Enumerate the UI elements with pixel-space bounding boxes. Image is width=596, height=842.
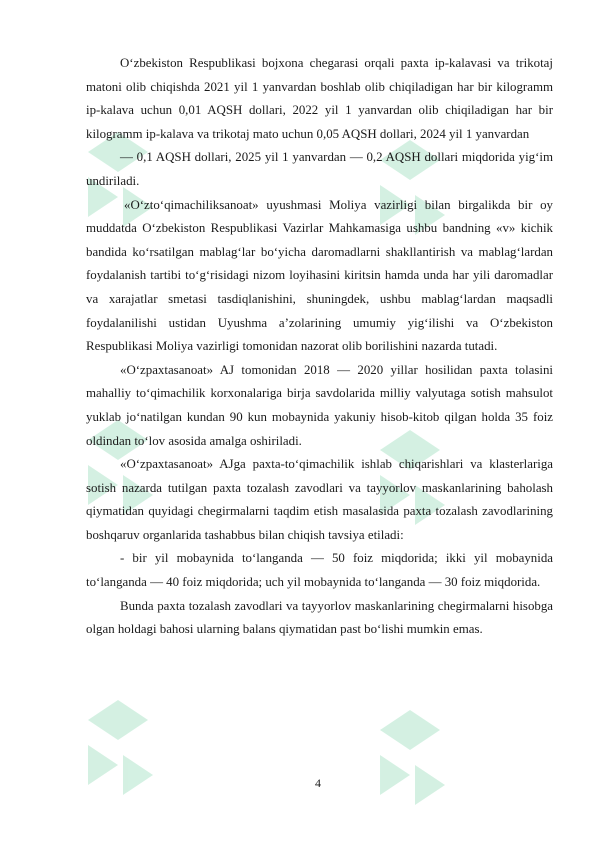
paragraph-price-limit: Bunda paxta tozalash zavodlari va tayyorlov maskanlarining chegirmalarni hisobga olgan holdagi bahosi ularning balans qiymatidan past bo‘lishi mumkin emas. <box>86 598 553 637</box>
page-number: 4 <box>315 776 321 790</box>
paragraph-export-fee-continued: — 0,1 AQSH dollari, 2025 yil 1 yanvardan — 0,2 AQSH dollari miqdorida yig‘im undiriladi. <box>86 150 553 188</box>
paragraph-discount-recommendation: «O‘zpaxtasanoat» AJga paxta-to‘qimachilik ishlab chiqarishlari va klasterlariga sotish nazarda tutilgan paxta tozalash zavodlari va tayyorlov maskanlarining baholash qiymatidan quyidagi chegirmalarni taqdim etish masalasida paxta tozalash zavodlarining boshqaruv organlarida tashabbus bilan chiqish tavsiya etiladi: <box>86 457 553 542</box>
paragraph-cotton-fiber-sale: «O‘zpaxtasanoat» AJ tomonidan 2018 — 2020 yillar hosilidan paxta tolasini mahalliy to‘qimachilik korxonalariga birja savdolarida milliy valyutaga sotish mahsulot yuklab jo‘natilgan kundan 90 kun mobaynida yakuniy hisob-kitob qilgan holda 35 foiz oldindan to‘lov asosida amalga oshiriladi. <box>86 362 553 448</box>
soft-logo-watermark-icon <box>370 710 450 820</box>
document-body <box>86 52 553 642</box>
paragraph-association-regulation: «O‘zto‘qimachiliksanoat» uyushmasi Moliya vazirligi bilan birgalikda bir oy muddatda O‘zbekiston Respublikasi Vazirlar Mahkamasiga ushbu bandning «v» kichik bandida ko‘rsatilgan mablag‘lar bo‘yicha daromadlarni shakllantirish va mablag‘lardan foydalanish tartibi to‘g‘risidagi nizom loyihasini kiritsin hamda unda har yili daromadlar va xarajatlar smetasi tasdiqlanishini, shuningdek, ushbu mablag‘lardan maqsadli foydalanilishi ustidan Uyushma a’zolarining umumiy yig‘ilishi va O‘zbekiston Respublikasi Moliya vazirligi tomonidan nazorat olib borilishini nazarda tutadi. <box>86 197 553 354</box>
list-item-discount-terms: - bir yil mobaynida to‘langanda — 50 foiz miqdorida; ikki yil mobaynida to‘langanda — 40 foiz miqdorida; uch yil mobaynida to‘langanda — 30 foiz miqdorida. <box>86 551 553 590</box>
paragraph-export-fee: O‘zbekiston Respublikasi bojxona chegarasi orqali paxta ip-kalavasi va trikotaj matoni olib chiqishda 2021 yil 1 yanvardan boshlab olib chiqiladigan har bir kilogramm ip-kalava uchun 0,01 AQSH dollari, 2022 yil 1 yanvardan olib chiqiladigan har bir kilogramm ip-kalava va trikotaj mato uchun 0,05 AQSH dollari, 2024 yil 1 yanvardan <box>86 56 553 141</box>
soft-logo-watermark-icon <box>78 700 158 810</box>
